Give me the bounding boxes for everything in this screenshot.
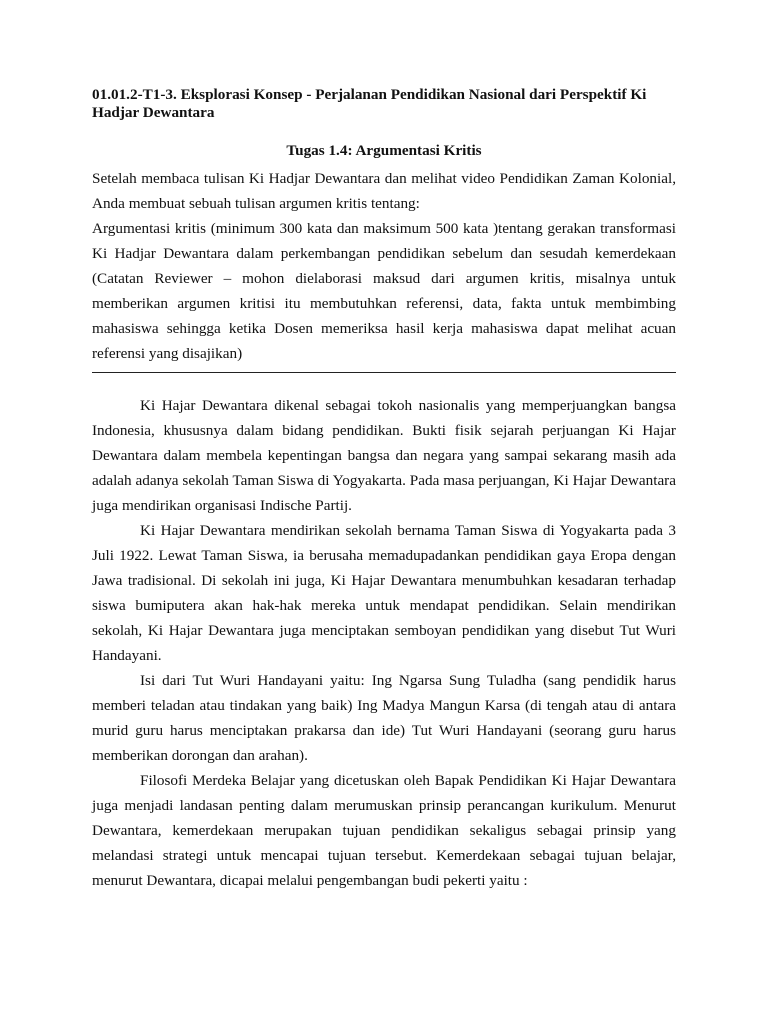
task-instructions <box>92 166 676 366</box>
page-content <box>92 86 676 893</box>
essay-paragraph: Filosofi Merdeka Belajar yang dicetuskan oleh Bapak Pendidikan Ki Hajar Dewantara juga menjadi landasan penting dalam merumuskan prinsip perancangan kurikulum. Menurut Dewantara, kemerdekaan merupakan tujuan pendidikan sekaligus sebagai prinsip yang melandasi strategi untuk mencapai tujuan tersebut. Kemerdekaan sebagai tujuan belajar, menurut Dewantara, dicapai melalui pengembangan budi pekerti yaitu : <box>92 772 676 889</box>
section-divider <box>92 372 676 373</box>
essay-body <box>92 393 676 893</box>
task-title: Tugas 1.4: Argumentasi Kritis <box>286 142 482 159</box>
essay-paragraph: Ki Hajar Dewantara dikenal sebagai tokoh nasionalis yang memperjuangkan bangsa Indonesia, khususnya dalam bidang pendidikan. Bukti fisik sejarah perjuangan Ki Hajar Dewantara dalam membela kepentingan bangsa dan negara yang sampai sekarang masih ada adalah adanya sekolah Taman Siswa di Yogyakarta. Pada masa perjuangan, Ki Hajar Dewantara juga mendirikan organisasi Indische Partij. <box>92 397 676 514</box>
instruction-paragraph: Setelah membaca tulisan Ki Hadjar Dewantara dan melihat video Pendidikan Zaman Kolonial, Anda membuat sebuah tulisan argumen kritis tentang: <box>92 170 676 212</box>
essay-paragraph: Ki Hajar Dewantara mendirikan sekolah bernama Taman Siswa di Yogyakarta pada 3 Juli 1922. Lewat Taman Siswa, ia berusaha memadupadankan pendidikan gaya Eropa dengan Jawa tradisional. Di sekolah ini juga, Ki Hajar Dewantara menumbuhkan kesadaran terhadap siswa bumiputera akan hak-hak mereka untuk mendapat pendidikan. Selain mendirikan sekolah, Ki Hajar Dewantara juga menciptakan semboyan pendidikan yang disebut Tut Wuri Handayani. <box>92 522 676 664</box>
instruction-paragraph: Argumentasi kritis (minimum 300 kata dan maksimum 500 kata )tentang gerakan transformasi Ki Hadjar Dewantara dalam perkembangan pendidikan sebelum dan sesudah kemerdekaan (Catatan Reviewer – mohon dielaborasi maksud dari argumen kritis, misalnya untuk memberikan argumen kritisi itu membutuhkan referensi, data, fakta untuk membimbing mahasiswa sehingga ketika Dosen memeriksa hasil kerja mahasiswa dapat melihat acuan referensi yang disajikan) <box>92 220 676 362</box>
essay-paragraph: Isi dari Tut Wuri Handayani yaitu: Ing Ngarsa Sung Tuladha (sang pendidik harus memberi teladan atau tindakan yang baik) Ing Madya Mangun Karsa (di tengah atau di antara murid guru harus menciptakan prakarsa dan ide) Tut Wuri Handayani (seorang guru harus memberikan dorongan dan arahan). <box>92 672 676 764</box>
document-title: 01.01.2-T1-3. Eksplorasi Konsep - Perjalanan Pendidikan Nasional dari Perspektif Ki Hadjar Dewantara <box>92 86 647 121</box>
